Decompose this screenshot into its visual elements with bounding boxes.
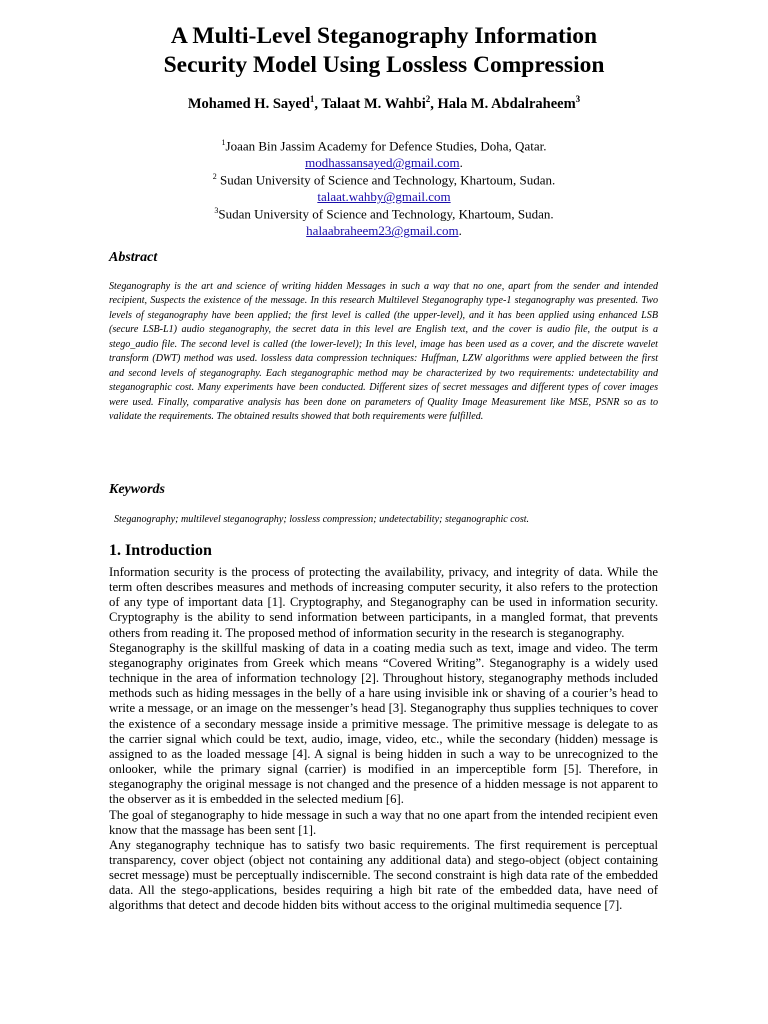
affiliation-name: Sudan University of Science and Technology, Khartoum, Sudan.: [216, 172, 556, 188]
author-separator: ,: [430, 95, 438, 112]
affiliation-sup: 1: [221, 138, 226, 147]
title-line-1: A Multi-Level Steganography Information: [170, 23, 598, 49]
affiliation-text: [0, 168, 768, 188]
body-paragraph: Any steganography technique has to satisfy two basic requirements. The first requirement is perceptual transparency, cover object (object not containing any additional data) and stego-object (object containing secret message) must be perceptually indiscernible. The second constraint is high data rate of the embedded data. All the stego-applications, besides requiring a high bit rate of the embedded data, have need of algorithms that detect and decode hidden bits without access to the original multimedia sequence [7].: [109, 837, 658, 913]
author-sup: 2: [425, 94, 431, 104]
keywords-text: Steganography; multilevel steganography; lossless compression; undetectability; steganographic cost.: [114, 514, 530, 525]
body-paragraph: Information security is the process of protecting the availability, privacy, and integrity of data. While the term often describes measures and methods of increasing computer security, it also refers to the protection of any type of important data [1]. Cryptography, and Steganography can be used in information security. Cryptography is the ability to send information between participants, in a mangled format, that prevents others from reading it. The proposed method of information security in the research is steganography.: [109, 565, 658, 640]
paper-title: [60, 22, 708, 80]
affiliation-sup: 2: [212, 172, 217, 181]
affiliation-3: [0, 202, 768, 239]
title-line-2: Security Model Using Lossless Compression: [163, 52, 605, 78]
email-link[interactable]: talaat.wahby@gmail.com: [317, 189, 451, 205]
keywords-heading: Keywords: [109, 482, 165, 497]
email-link[interactable]: modhassansayed@gmail.com: [305, 155, 460, 171]
abstract-text: Steganography is the art and science of writing hidden Messages in such a way that no one, apart from the sender and intended recipient, Suspects the existence of the message. In this research Multilevel Steganography type-1 steganography was presented. Two levels of steganography have been applied; the first level is called (the upper-level), and it has been applied using enhanced LSB (secure LSB-L1) audio steganography, the secret data in this level are English text, and the cover is audio file, the output is a stego_audio file. The second level is called (the lower-level); In this level, image has been used as a cover, and the discrete wavelet transform (DWT) method was used. lossless data compression techniques: Huffman, LZW algorithms were applied between the first and second levels of steganography. Each steganographic method may be characterized by two requirements: undetectability and steganographic cost. Many experiments have been conducted. Different sizes of secret messages and different types of cover images were used. Finally, comparative analysis has been done on parameters of Quality Image Measurement like MSE, PSNR so as to validate the requirements. The obtained results showed that both requirements were fulfilled.: [109, 281, 658, 423]
email-suffix: .: [458, 223, 462, 239]
affiliation-text: [0, 134, 768, 154]
author-separator: ,: [314, 95, 322, 112]
author-name: Mohamed H. Sayed: [187, 95, 310, 112]
author-sup: 1: [309, 94, 315, 104]
affiliation-text: [0, 202, 768, 222]
introduction-heading: 1. Introduction: [109, 542, 212, 559]
email-suffix: .: [459, 155, 463, 171]
affiliation-name: Sudan University of Science and Technology, Khartoum, Sudan.: [218, 206, 554, 222]
affiliation-name: Joaan Bin Jassim Academy for Defence Studies, Doha, Qatar.: [225, 138, 547, 154]
email-link[interactable]: halaabraheem23@gmail.com: [306, 223, 459, 239]
affiliation-email-line: [0, 222, 768, 239]
author-list: [60, 94, 708, 113]
author-name: Hala M. Abdalraheem: [437, 95, 576, 112]
affiliation-sup: 3: [214, 206, 219, 215]
affiliation-1: [0, 134, 768, 171]
body-paragraph: The goal of steganography to hide message in such a way that no one apart from the intended recipient even know that the massage has been sent [1].: [109, 807, 658, 837]
body-paragraph: Steganography is the skillful masking of data in a coating media such as text, image and video. The term steganography originates from Greek which means “Covered Writing”. Steganography is a widely used technique in the area of information technology [2]. Throughout history, steganography methods included methods such as hiding messages in the belly of a hare using invisible ink or shaving of a courier’s head to write a message, or an image on the messenger’s head [3]. Steganography thus supplies techniques to cover the existence of a secondary message inside a primitive message. The primitive message is delegate to as the carrier signal which could be text, audio, image, video, etc., while the secondary (hidden) message is assigned to as the loaded message [4]. A signal is being hidden in such a way to be unrecognized to the onlooker, while the primary signal (carrier) is modified in an imperceptible form [5]. Therefore, in steganography the original message is not changed and the presence of a hidden message is not apparent to the observer as it is embedded in the selected medium [6].: [109, 640, 658, 807]
abstract-heading: Abstract: [109, 250, 158, 265]
introduction-body: [109, 565, 658, 914]
affiliation-2: [0, 168, 768, 205]
author-sup: 3: [575, 94, 581, 104]
author-name: Talaat M. Wahbi: [321, 95, 426, 112]
